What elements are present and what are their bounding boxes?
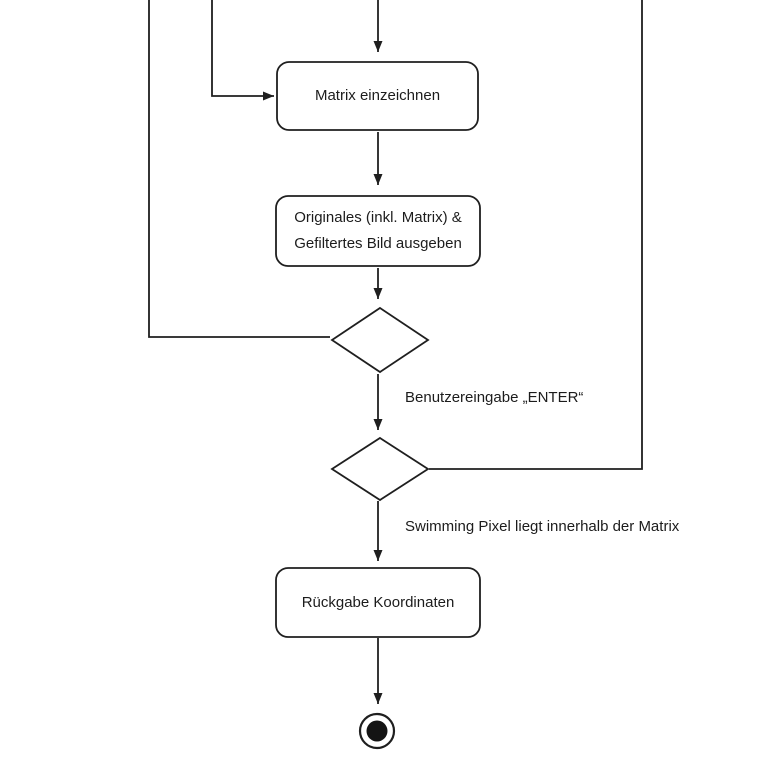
final-state-inner-dot: [367, 721, 388, 742]
decision-node-1: [332, 308, 428, 372]
edge-label-swimming-pixel: Swimming Pixel liegt innerhalb der Matrix: [405, 518, 680, 535]
edge-label-benutzereingabe-enter: Benutzereingabe „ENTER“: [405, 389, 584, 406]
action-node-rueckgabe-koordinaten: [276, 568, 480, 637]
action-node-bild-ausgeben: [276, 196, 480, 266]
bild-ausgeben-label: Originales (inkl. Matrix) & Gefiltertes Bild ausgeben: [294, 209, 462, 252]
action-node-matrix-einzeichnen: [277, 62, 478, 130]
edge-loop-into-matrix-arrow: [212, 0, 274, 96]
rueckgabe-koordinaten-label: Rückgabe Koordinaten: [301, 593, 455, 611]
matrix-einzeichnen-label: Matrix einzeichnen: [314, 87, 441, 104]
edge-left-loop-line: [149, 0, 330, 337]
decision-node-2: [332, 438, 428, 500]
